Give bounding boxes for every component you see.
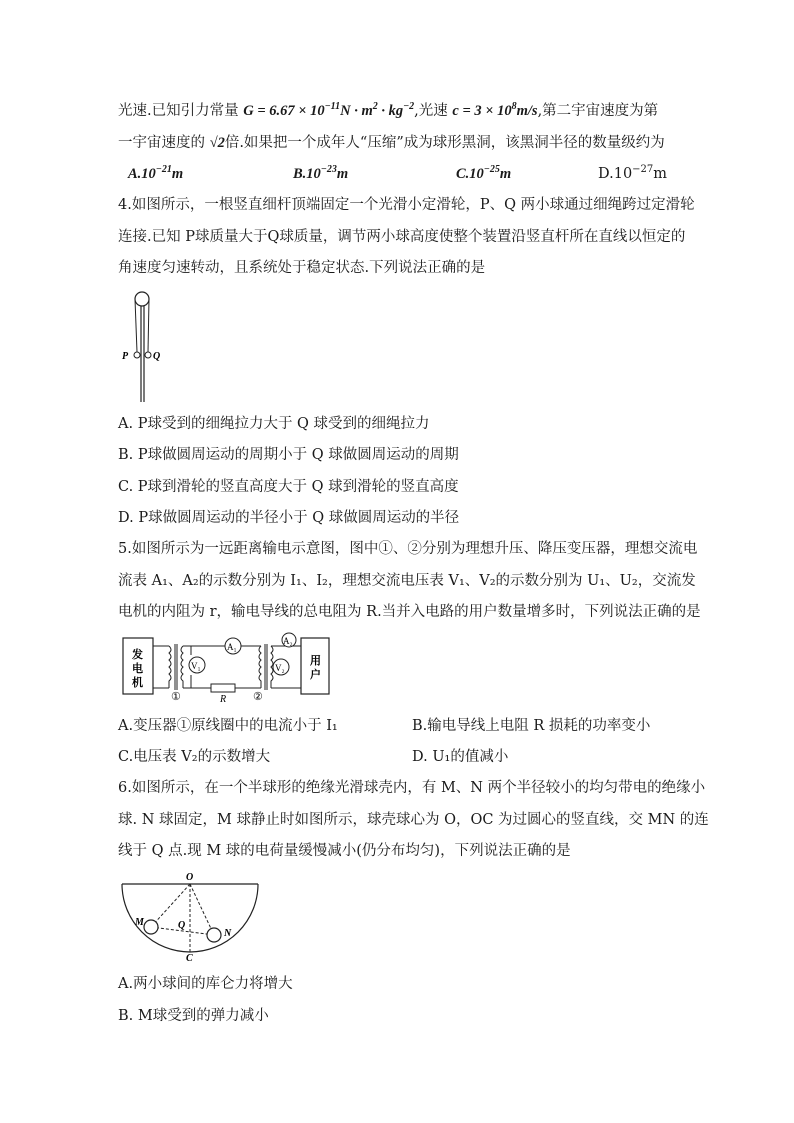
- ball-n: [207, 928, 221, 942]
- q5-option-d[interactable]: D. U₁的值减小: [412, 749, 509, 765]
- transformer-1-secondary: [181, 646, 183, 688]
- string-to-p: [135, 299, 137, 352]
- line-on: [190, 884, 214, 935]
- transformer-2-primary: [259, 646, 261, 688]
- q3-line-1: [118, 101, 678, 121]
- pulley-icon: [135, 292, 149, 306]
- label-m: M: [135, 917, 144, 928]
- q6-line-2: 球. N 球固定，M 球静止时如图所示，球壳球心为 O，OC 为过圆心的竖直线，交 MN 的连: [118, 812, 709, 828]
- generator-label-1: 发: [132, 649, 143, 661]
- q3-text: 倍.如果把一个成年人“压缩”成为球形黑洞，该黑洞半径的数量级约为: [224, 135, 665, 151]
- label-o: O: [186, 872, 194, 883]
- c-formula: $c = 3 \times 10^8m/s$: [452, 101, 538, 119]
- string-to-q: [148, 299, 149, 352]
- q4-option-a[interactable]: A. P球受到的细绳拉力大于 Q 球受到的细绳拉力: [118, 416, 430, 432]
- ball-q: [145, 352, 151, 358]
- svg-text:A₁: A₁: [227, 642, 237, 652]
- label-q: Q: [153, 351, 161, 362]
- q6-option-a[interactable]: A.两小球间的库仑力将增大: [118, 976, 293, 992]
- generator-label-3: 机: [132, 677, 143, 689]
- q4-option-b[interactable]: B. P球做圆周运动的周期小于 Q 球做圆周运动的周期: [118, 447, 459, 463]
- q6-hemisphere-figure: [118, 870, 264, 962]
- q5-option-b[interactable]: B.输电导线上电阻 R 损耗的功率变小: [412, 718, 651, 734]
- svg-text:A₂: A₂: [283, 636, 293, 646]
- q5-line-3: 电机的内阻为 r，输电导线的总电阻为 R.当并入电路的用户数量增多时，下列说法正确的是: [118, 604, 701, 620]
- q3-option-d[interactable]: $D.10^{-27}m$: [598, 164, 668, 182]
- label-c: C: [186, 953, 193, 962]
- resistor-r: [211, 684, 235, 692]
- transformer-1-label: ①: [171, 691, 181, 702]
- transformer-2-label: ②: [253, 691, 263, 702]
- q3-option-a[interactable]: $A.10^{-21}m$: [128, 164, 184, 182]
- q3-option-b[interactable]: $B.10^{-23}m$: [293, 164, 349, 182]
- q5-option-c[interactable]: C.电压表 V₂的示数增大: [118, 749, 271, 765]
- q4-pulley-figure: [118, 290, 178, 402]
- transformer-1-primary: [169, 646, 171, 688]
- label-p: P: [122, 351, 129, 362]
- g-formula: $G = 6.67 \times 10^{-11}N \cdot m^2 \cdot kg^{-2}$: [243, 101, 415, 119]
- q3-line-2: [118, 133, 678, 153]
- q5-option-a[interactable]: A.变压器①原线圈中的电流小于 I₁: [118, 718, 338, 734]
- ball-m: [144, 920, 158, 934]
- user-label-2: 户: [310, 669, 321, 681]
- svg-text:V₁: V₁: [191, 661, 201, 671]
- q6-line-3: 线于 Q 点.现 M 球的电荷量缓慢减小(仍分布均匀)，下列说法正确的是: [118, 843, 571, 859]
- sqrt-two: √2: [209, 135, 225, 151]
- q4-option-d[interactable]: D. P球做圆周运动的半径小于 Q 球做圆周运动的半径: [118, 510, 460, 526]
- q4-option-c[interactable]: C. P球到滑轮的竖直高度大于 Q 球到滑轮的竖直高度: [118, 479, 459, 495]
- q3-text: 一宇宙速度的: [118, 135, 210, 151]
- q4-line-2: 连接.已知 P球质量大于Q球质量，调节两小球高度使整个装置沿竖直杆所在直线以恒定的: [118, 229, 686, 245]
- resistor-label: R: [220, 694, 227, 702]
- q3-text: 光速.已知引力常量: [118, 103, 244, 119]
- q5-line-2: 流表 A₁、A₂的示数分别为 I₁、I₂，理想交流电压表 V₁、V₂的示数分别为 U₁、U₂，交流发: [118, 573, 696, 589]
- q3-option-c[interactable]: $C.10^{-25}m$: [456, 164, 512, 182]
- q5-line-1: 5.如图所示为一远距离输电示意图，图中①、②分别为理想升压、降压变压器，理想交流电: [118, 541, 698, 557]
- q4-line-1: 4.如图所示，一根竖直细杆顶端固定一个光滑小定滑轮，P、Q 两小球通过细绳跨过定滑轮: [118, 197, 695, 213]
- q4-line-3: 角速度匀速转动，且系统处于稳定状态.下列说法正确的是: [118, 260, 486, 276]
- user-label-1: 用: [310, 655, 321, 667]
- label-n: N: [224, 928, 232, 939]
- generator-label-2: 电: [132, 663, 143, 675]
- q3-text: ,光速: [414, 103, 453, 119]
- q5-transmission-diagram: [121, 632, 333, 702]
- q3-text: ,第二宇宙速度为第: [537, 103, 659, 119]
- svg-text:V₂: V₂: [275, 663, 285, 673]
- ball-p: [134, 352, 140, 358]
- q6-option-b[interactable]: B. M球受到的弹力减小: [118, 1008, 269, 1024]
- label-q: Q: [178, 920, 186, 931]
- q6-line-1: 6.如图所示，在一个半球形的绝缘光滑球壳内，有 M、N 两个半径较小的均匀带电的绝缘小: [118, 780, 706, 796]
